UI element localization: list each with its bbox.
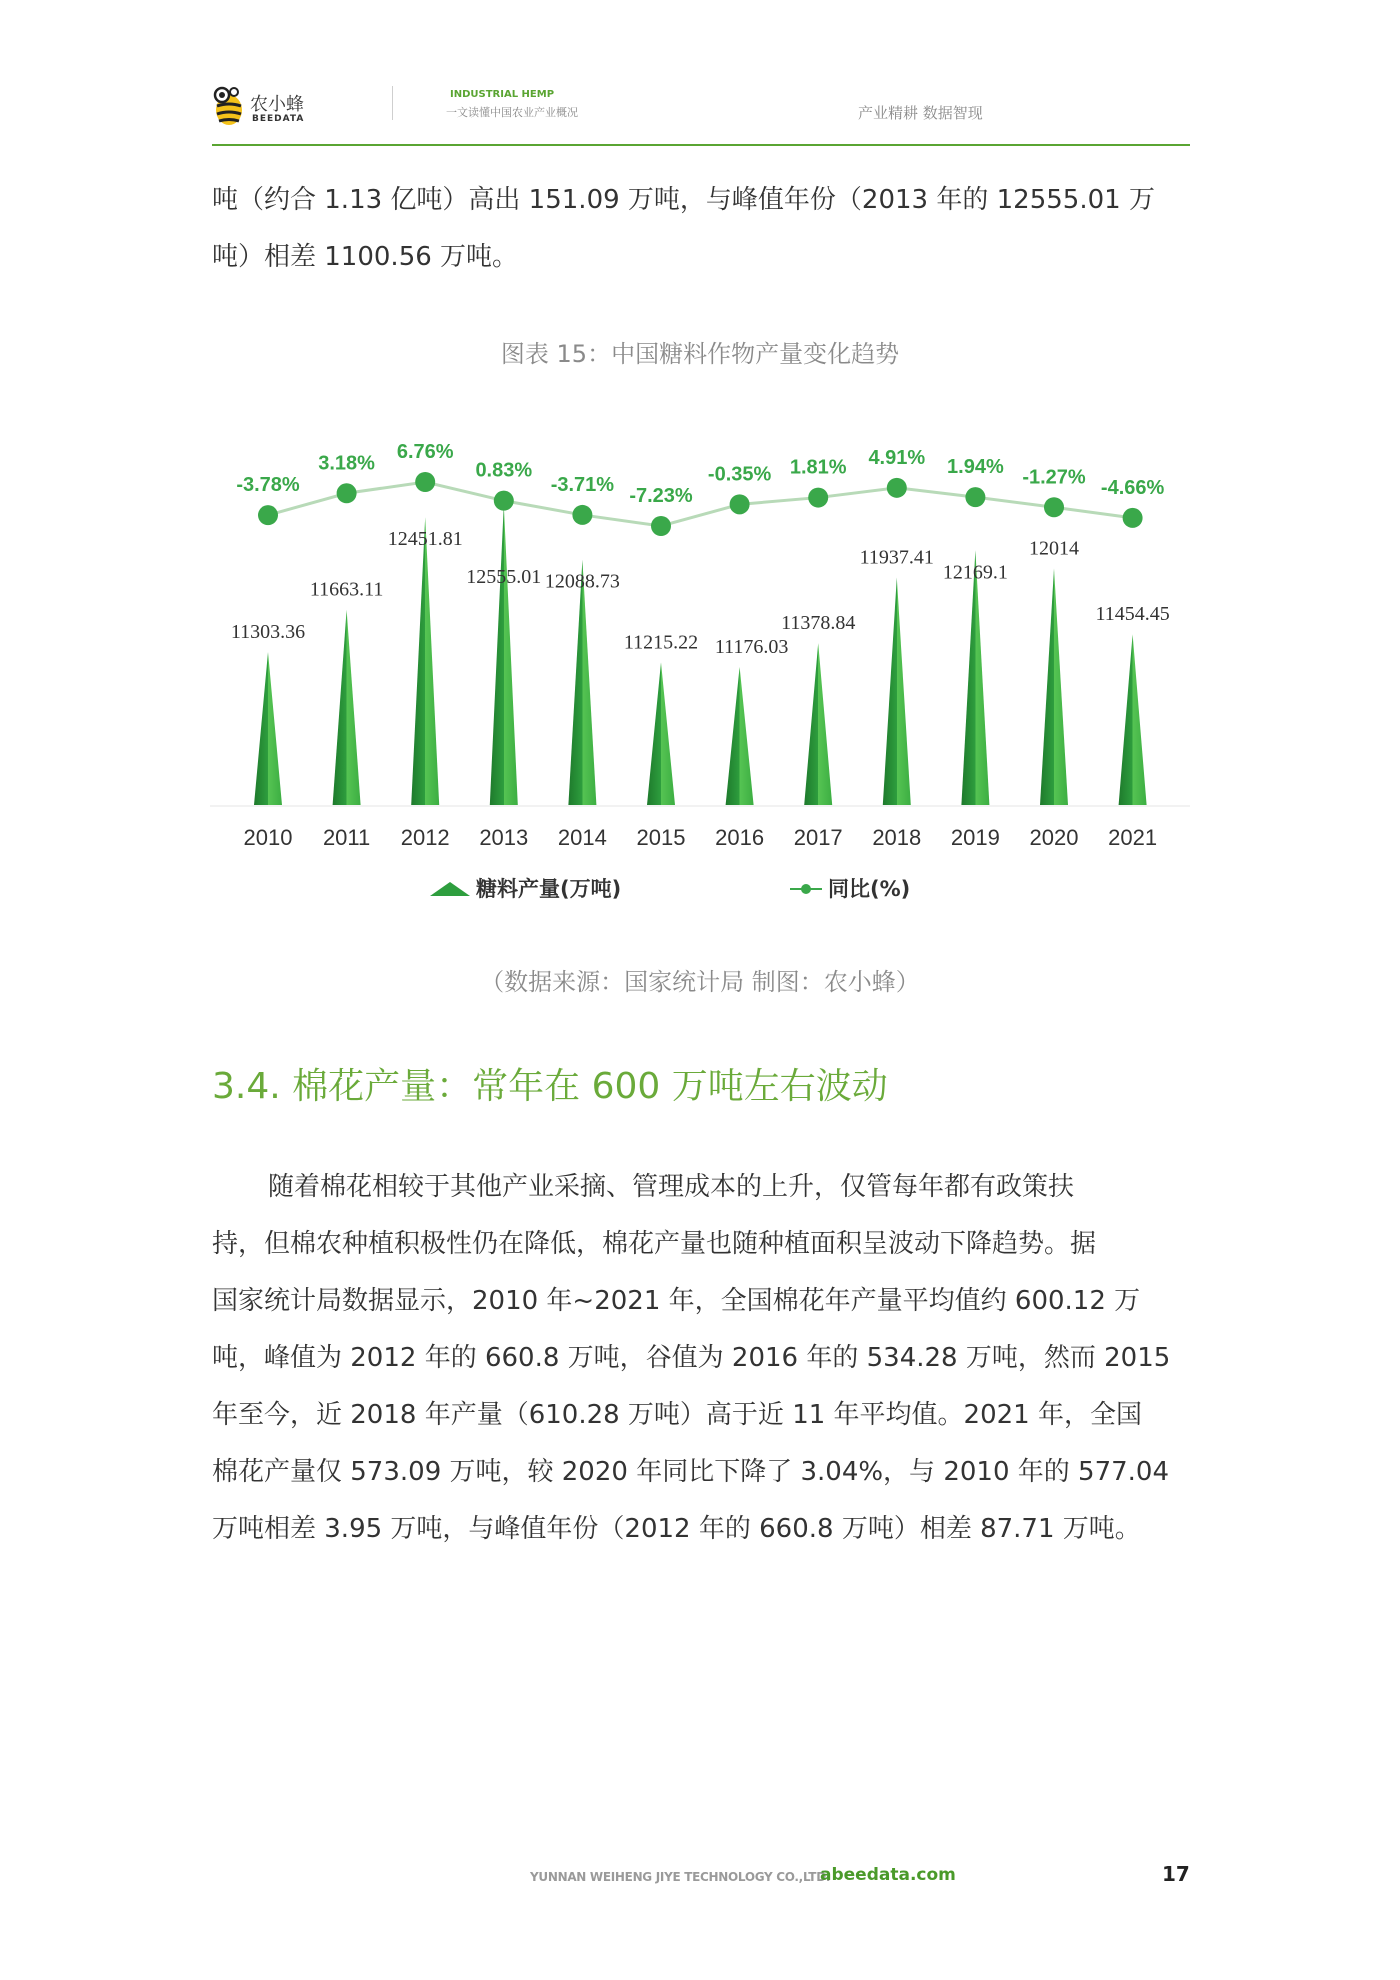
bar-2012 (411, 517, 439, 805)
text-line: 国家统计局数据显示，2010 年~2021 年，全国棉花年产量平均值约 600.12 万 (212, 1286, 1141, 1316)
bar-value-label: 12555.01 (466, 566, 542, 588)
yoy-value-label: 3.18% (318, 452, 375, 475)
bar-2016 (726, 667, 754, 805)
footer-website-link[interactable]: abeedata.com (820, 1865, 956, 1885)
yoy-point-2018 (887, 478, 907, 498)
bar-value-label: 12451.81 (387, 528, 463, 551)
yoy-value-label: -0.35% (707, 463, 772, 486)
x-tick-label: 2019 (950, 825, 1000, 850)
bar-value-label: 11215.22 (623, 631, 699, 654)
text-line: 吨）相差 1100.56 万吨。 (212, 242, 519, 272)
sugar-crop-chart (210, 420, 1190, 920)
figure-title: 图表 15：中国糖料作物产量变化趋势 (500, 340, 900, 368)
legend-point-icon (801, 884, 811, 894)
x-tick-label: 2020 (1029, 825, 1079, 850)
bar-2018 (883, 578, 911, 805)
yoy-value-label: -7.23% (629, 485, 693, 507)
bar-value-label: 12014 (1029, 537, 1079, 560)
text-line: 随着棉花相较于其他产业采摘、管理成本的上升，仅管每年都有政策扶 (268, 1172, 1075, 1202)
yoy-value-label: 6.76% (396, 441, 454, 463)
yoy-point-2016 (730, 494, 750, 514)
x-tick-label: 2011 (322, 825, 371, 850)
bar-value-label: 12169.1 (942, 561, 1008, 584)
yoy-value-label: 0.83% (475, 459, 533, 482)
yoy-value-label: -1.27% (1022, 466, 1086, 489)
logo-subtitle: BEEDATA (252, 114, 305, 124)
yoy-point-2015 (651, 516, 671, 536)
yoy-point-2011 (337, 483, 357, 503)
yoy-point-2012 (415, 472, 435, 492)
bar-2017 (804, 643, 832, 805)
bar-2013 (490, 505, 518, 805)
logo (210, 84, 310, 132)
yoy-value-label: 1.94% (947, 456, 1004, 479)
section-heading: 3.4. 棉花产量：常年在 600 万吨左右波动 (212, 1066, 888, 1107)
yoy-point-2010 (258, 505, 278, 525)
bee-logo-icon (210, 86, 248, 128)
text-line: 持，但棉农种植积极性仍在降低，棉花产量也随种植面积呈波动下降趋势。据 (212, 1229, 1097, 1259)
yoy-point-2021 (1123, 508, 1143, 528)
yoy-point-2019 (965, 487, 985, 507)
yoy-point-2013 (494, 491, 514, 511)
bar-value-label: 11176.03 (714, 635, 789, 658)
yoy-value-label: 4.91% (868, 446, 926, 469)
bar-2019 (961, 550, 989, 805)
legend-label-bars: 糖料产量(万吨) (476, 877, 622, 901)
x-tick-label: 2010 (243, 825, 293, 850)
yoy-value-label: -3.71% (550, 473, 615, 496)
x-tick-label: 2013 (479, 825, 529, 850)
text-line: 年至今，近 2018 年产量（610.28 万吨）高于近 11 年平均值。2021 年，全国 (212, 1400, 1142, 1430)
x-tick-label: 2014 (557, 825, 607, 850)
report-title-cn: 一文读懂中国农业产业概况 (446, 106, 578, 119)
bar-value-label: 12088.73 (544, 570, 620, 593)
x-tick-label: 2018 (872, 825, 922, 850)
text-line: 吨，峰值为 2012 年的 660.8 万吨，谷值为 2016 年的 534.28 万吨，然而 2015 (212, 1343, 1171, 1373)
bar-2020 (1040, 569, 1068, 805)
yoy-value-label: 1.81% (789, 456, 847, 479)
x-tick-label: 2017 (793, 825, 843, 850)
bar-2010 (254, 652, 282, 805)
legend-label-line: 同比(%) (828, 877, 911, 901)
intro-paragraph (212, 172, 1155, 286)
yoy-point-2017 (808, 488, 828, 508)
header-slogan: 产业精耕 数据智现 (858, 104, 983, 122)
bar-2014 (568, 560, 596, 805)
text-line: 棉花产量仅 573.09 万吨，较 2020 年同比下降了 3.04%，与 2010 年的 577.04 (212, 1457, 1169, 1487)
yoy-point-2020 (1044, 497, 1064, 517)
page-number: 17 (1162, 1862, 1190, 1886)
figure-source: （数据来源：国家统计局 制图：农小蜂） (480, 968, 920, 996)
body-paragraph (212, 1159, 1170, 1558)
legend-bar-icon (430, 882, 470, 896)
x-tick-label: 2015 (636, 825, 686, 850)
bar-2011 (333, 610, 361, 805)
bar-value-label: 11454.45 (1095, 603, 1170, 626)
bar-2015 (647, 662, 675, 805)
header-rule (212, 144, 1190, 146)
x-tick-label: 2012 (400, 825, 450, 850)
footer-company: YUNNAN WEIHENG JIYE TECHNOLOGY CO.,LTD. (530, 1870, 831, 1884)
yoy-line (268, 482, 1133, 526)
yoy-point-2014 (572, 505, 592, 525)
header-divider (392, 86, 393, 120)
text-line: 万吨相差 3.95 万吨，与峰值年份（2012 年的 660.8 万吨）相差 87.71 万吨。 (212, 1514, 1141, 1544)
yoy-value-label: -3.78% (236, 474, 300, 497)
x-tick-label: 2016 (715, 825, 765, 850)
bar-value-label: 11303.36 (230, 620, 306, 643)
bar-value-label: 11378.84 (781, 612, 856, 635)
x-tick-label: 2021 (1108, 825, 1158, 850)
report-title-en: INDUSTRIAL HEMP (450, 89, 555, 100)
yoy-value-label: -4.66% (1100, 476, 1165, 499)
text-line: 吨（约合 1.13 亿吨）高出 151.09 万吨，与峰值年份（2013 年的 12555.01 万 (212, 185, 1155, 215)
bar-value-label: 11937.41 (859, 546, 934, 569)
bar-value-label: 11663.11 (309, 578, 384, 601)
bar-2021 (1119, 634, 1147, 805)
logo-name: 农小蜂 (250, 94, 304, 115)
